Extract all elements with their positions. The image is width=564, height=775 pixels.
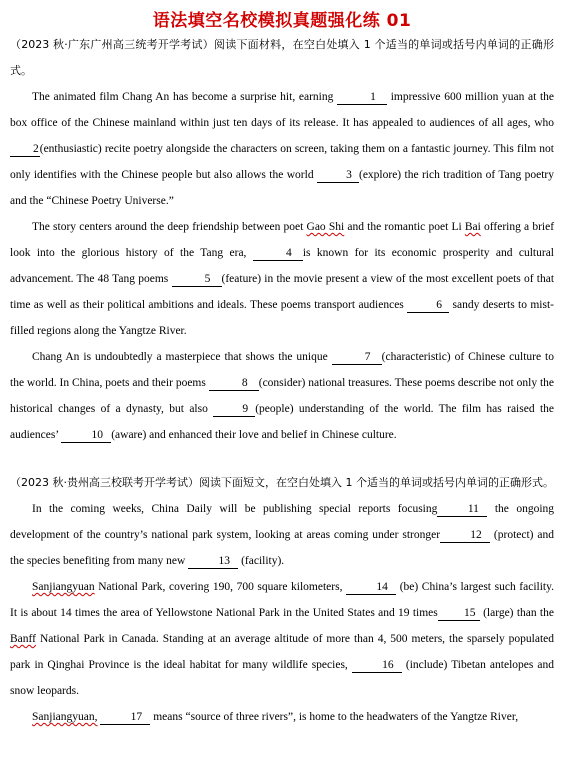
- blank-6[interactable]: 6: [407, 298, 449, 313]
- text-run: (feature) in the movie present a view of the most excellent poets of that time as well as their political ambitions and ideals. These poems transport audiences: [10, 273, 555, 311]
- proper-noun: Gao Shi: [306, 221, 345, 233]
- blank-13[interactable]: 13: [188, 554, 238, 569]
- blank-3[interactable]: 3: [317, 168, 359, 183]
- blank-15[interactable]: 15: [438, 606, 480, 621]
- text-run: (facility).: [241, 555, 285, 567]
- blank-7[interactable]: 7: [332, 350, 382, 365]
- text-run: National Park, covering 190, 700 square kilometers,: [98, 581, 343, 593]
- blank-4[interactable]: 4: [253, 246, 303, 261]
- text-run: (enthusiastic) recite poetry alongside the characters on screen, taking them on a fantastic journey. This film not only identifies with the Chinese people but also allows the world: [10, 143, 554, 181]
- text-run: means “source of three rivers”, is home to the headwaters of the Yangtze River,: [153, 711, 519, 723]
- blank-12[interactable]: 12: [440, 528, 490, 543]
- blank-5[interactable]: 5: [172, 272, 222, 287]
- proper-noun: Sanjiangyuan: [32, 581, 95, 593]
- text-run: (large) than the: [483, 607, 554, 619]
- text-run: offering a brief look into the glorious history of the Tang era,: [10, 221, 555, 259]
- page-title: 语法填空名校模拟真题强化练 01: [152, 11, 412, 31]
- text-run: impressive 600 million yuan at the box office of the Chinese mainland within just ten days of its release. It has appealed to audiences of all ages, who: [10, 91, 555, 129]
- section1-paragraph-2: [10, 214, 554, 344]
- blank-8[interactable]: 8: [209, 376, 259, 391]
- section2-paragraph-2: [10, 574, 554, 704]
- text-run: (explore) the rich tradition of Tang poetry and the “Chinese Poetry Universe.”: [10, 169, 555, 207]
- text-run: (aware) and enhanced their love and belief in Chinese culture.: [111, 429, 397, 441]
- text-run: and the romantic poet Li: [347, 221, 462, 233]
- text-run: Chang An is undoubtedly a masterpiece that shows the unique: [32, 351, 328, 363]
- section2-intro: （2023 秋·贵州高三校联考开学考试）阅读下面短文，在空白处填入 1 个适当的单词或括号内单词的正确形式。: [10, 476, 554, 489]
- blank-1[interactable]: 1: [337, 90, 387, 105]
- proper-noun: Bai: [464, 221, 481, 233]
- blank-11[interactable]: 11: [437, 502, 487, 517]
- blank-16[interactable]: 16: [352, 658, 402, 673]
- section2-paragraph-1: [10, 496, 554, 574]
- text-run: is known for its economic prosperity and cultural advancement. The 48 Tang poems: [10, 247, 554, 285]
- text-run: The animated film Chang An has become a surprise hit, earning: [32, 91, 334, 103]
- text-run: (include) Tibetan antelopes and snow leopards.: [10, 659, 554, 697]
- text-run: (protect) and the species benefiting from many new: [10, 529, 554, 567]
- text-run: the ongoing development of the country’s national park system, looking at areas coming under stronger: [10, 503, 555, 541]
- blank-14[interactable]: 14: [346, 580, 396, 595]
- proper-noun: Banff: [10, 633, 36, 645]
- blank-17[interactable]: 17: [100, 710, 150, 725]
- text-run: (characteristic) of Chinese culture to the world. In China, poets and their poems: [10, 351, 554, 389]
- blank-10[interactable]: 10: [61, 428, 111, 443]
- section-gap: [10, 448, 554, 470]
- text-run: (consider) national treasures. These poems describe not only the historical changes of a dynasty, but also: [10, 377, 555, 415]
- section1-paragraph-1: [10, 84, 554, 214]
- text-run: National Park in Canada. Standing at an average altitude of more than 4, 500 meters, the sparsely populated park in Qinghai Province is the ideal habitat for many wildlife species,: [10, 633, 554, 671]
- text-run: The story centers around the deep friendship between poet: [32, 221, 304, 233]
- text-run: (be) China’s largest such facility. It is about 14 times the area of Yellowstone National Park in the United States and 19 times: [10, 581, 554, 619]
- blank-2[interactable]: 2: [10, 142, 40, 157]
- text-run: (people) understanding of the world. The film has raised the audiences’: [10, 403, 554, 441]
- text-run: sandy deserts to mist-filled regions along the Yangtze River.: [10, 299, 554, 337]
- section2-paragraph-3: [10, 704, 554, 730]
- blank-9[interactable]: 9: [213, 402, 255, 417]
- section1-paragraph-3: [10, 344, 554, 448]
- section1-intro: （2023 秋·广东广州高三统考开学考试）阅读下面材料，在空白处填入 1 个适当的单词或括号内单词的正确形式。: [10, 38, 554, 77]
- proper-noun: Sanjiangyuan,: [32, 711, 98, 723]
- text-run: In the coming weeks, China Daily will be publishing special reports focusing: [32, 503, 438, 515]
